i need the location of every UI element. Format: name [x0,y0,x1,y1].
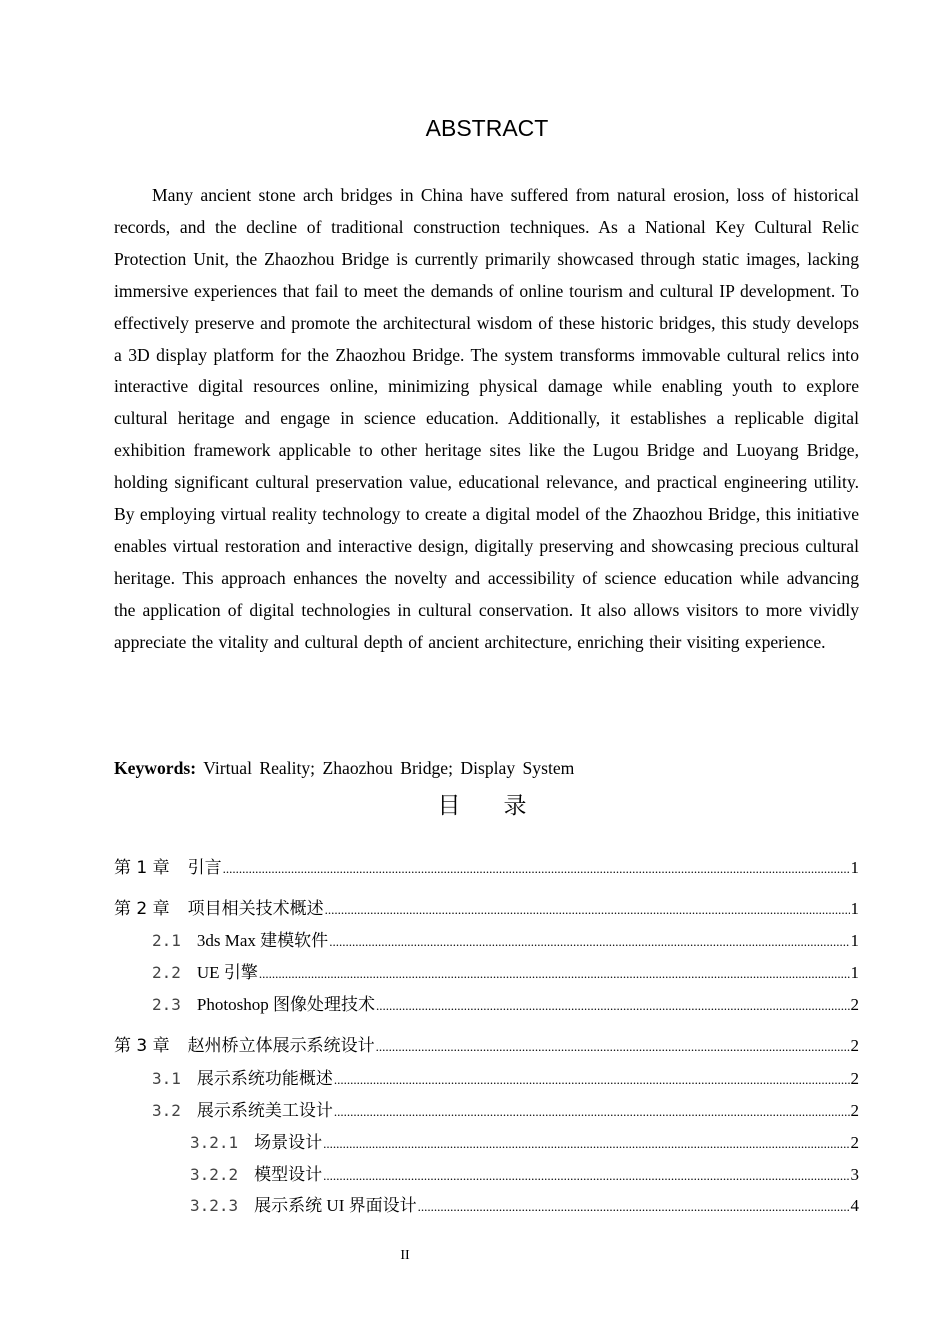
toc-entry-number: 第 2 章 [114,899,170,919]
toc-dot-leader [325,902,850,918]
toc-dot-leader [376,1039,850,1055]
toc-dot-leader [329,934,849,950]
toc-dot-leader [334,1104,850,1120]
toc-dot-leader [334,1072,850,1088]
toc-entry-3-2-3[interactable] [190,1191,859,1215]
toc-entry-number: 3.2.2 [190,1165,239,1184]
toc-entry-title: UE 引擎 [196,963,258,982]
toc-entry-title: 引言 [187,858,222,878]
toc-entry-page: 4 [850,1196,859,1215]
toc-dot-leader [259,966,850,982]
toc-entry-number: 3.2 [152,1101,181,1120]
toc-entry-2-3[interactable] [152,990,859,1014]
toc-entry-3-2-2[interactable] [190,1160,859,1184]
abstract-title: ABSTRACT [425,115,549,141]
toc-entry-number: 2.3 [152,995,181,1014]
toc-entry-page: 1 [850,899,859,918]
toc-entry-3-2-1[interactable] [190,1128,859,1152]
toc-entry-title: 3ds Max 建模软件 [196,931,329,950]
toc-entry-page: 1 [850,931,859,950]
page-number: II [400,1248,410,1263]
toc-entry-title: 项目相关技术概述 [187,899,324,919]
toc-dot-leader [323,1136,849,1152]
toc-entry-chapter-1[interactable] [114,853,859,877]
toc-entry-page: 3 [850,1165,859,1184]
toc-entry-number: 3.2.3 [190,1196,239,1215]
toc-entry-number: 2.1 [152,931,181,950]
keywords-text: Virtual Reality; Zhaozhou Bridge; Display System [203,758,575,778]
toc-entry-chapter-3[interactable] [114,1031,859,1055]
toc-entry-page: 2 [850,1133,859,1152]
toc-entry-title: 展示系统美工设计 [196,1101,333,1120]
abstract-body: Many ancient stone arch bridges in China have suffered from natural erosion, loss of historical records, and the decline of traditional construction techniques. As a National Key Cultural Relic Protection Unit, the Zhaozhou Bridge is currently primarily showcased through static images, lacking immersive experiences that fail to meet the demands of online tourism and cultural IP development. To effectively preserve and promote the architectural wisdom of these historic bridges, this study develops a 3D display platform for the Zhaozhou Bridge. The system transforms immovable cultural relics into interactive digital resources online, minimizing physical damage while enabling youth to explore cultural heritage and engage in science education. Additionally, it establishes a replicable digital exhibition framework applicable to other heritage sites like the Lugou Bridge and Luoyang Bridge, holding significant cultural preservation value, educational relevance, and practical engineering utility. By employing virtual reality technology to create a digital model of the Zhaozhou Bridge, this initiative enables virtual restoration and interactive design, digitally preserving and showcasing precious cultural heritage. This approach enhances the novelty and accessibility of science education while advancing the application of digital technologies in cultural conservation. It also allows visitors to more vividly appreciate the vitality and cultural depth of ancient architecture, enriching their visiting experience. [114,185,859,652]
toc-entry-2-2[interactable] [152,958,859,982]
keywords-line [114,753,859,785]
toc-entry-number: 3.1 [152,1069,181,1088]
toc-entry-number: 2.2 [152,963,181,982]
toc-entry-number: 第 3 章 [114,1036,170,1056]
keywords-label: Keywords: [114,758,197,778]
toc-entry-number: 第 1 章 [114,858,170,878]
toc-entry-page: 2 [850,1036,859,1055]
toc-entry-page: 1 [850,858,859,877]
toc-entry-title: 赵州桥立体展示系统设计 [187,1036,375,1056]
toc-dot-leader [323,1168,849,1184]
toc-title: 目 录 [437,793,537,819]
toc-entry-page: 2 [850,1069,859,1088]
toc-entry-page: 1 [850,963,859,982]
toc-entry-3-2[interactable] [152,1096,859,1120]
toc-entry-page: 2 [850,1101,859,1120]
toc-entry-2-1[interactable] [152,926,859,950]
toc-dot-leader [376,998,850,1014]
toc-dot-leader [418,1199,850,1215]
toc-entry-page: 2 [850,995,859,1014]
toc-entry-number: 3.2.1 [190,1133,239,1152]
toc-entry-chapter-2[interactable] [114,894,859,918]
toc-entry-title: 模型设计 [254,1165,323,1184]
toc-entry-3-1[interactable] [152,1064,859,1088]
toc-entry-title: 展示系统功能概述 [196,1069,333,1088]
toc-dot-leader [223,861,850,877]
toc-entry-title: Photoshop 图像处理技术 [196,995,375,1014]
toc-entry-title: 场景设计 [254,1133,323,1152]
toc-entry-title: 展示系统 UI 界面设计 [254,1196,417,1215]
